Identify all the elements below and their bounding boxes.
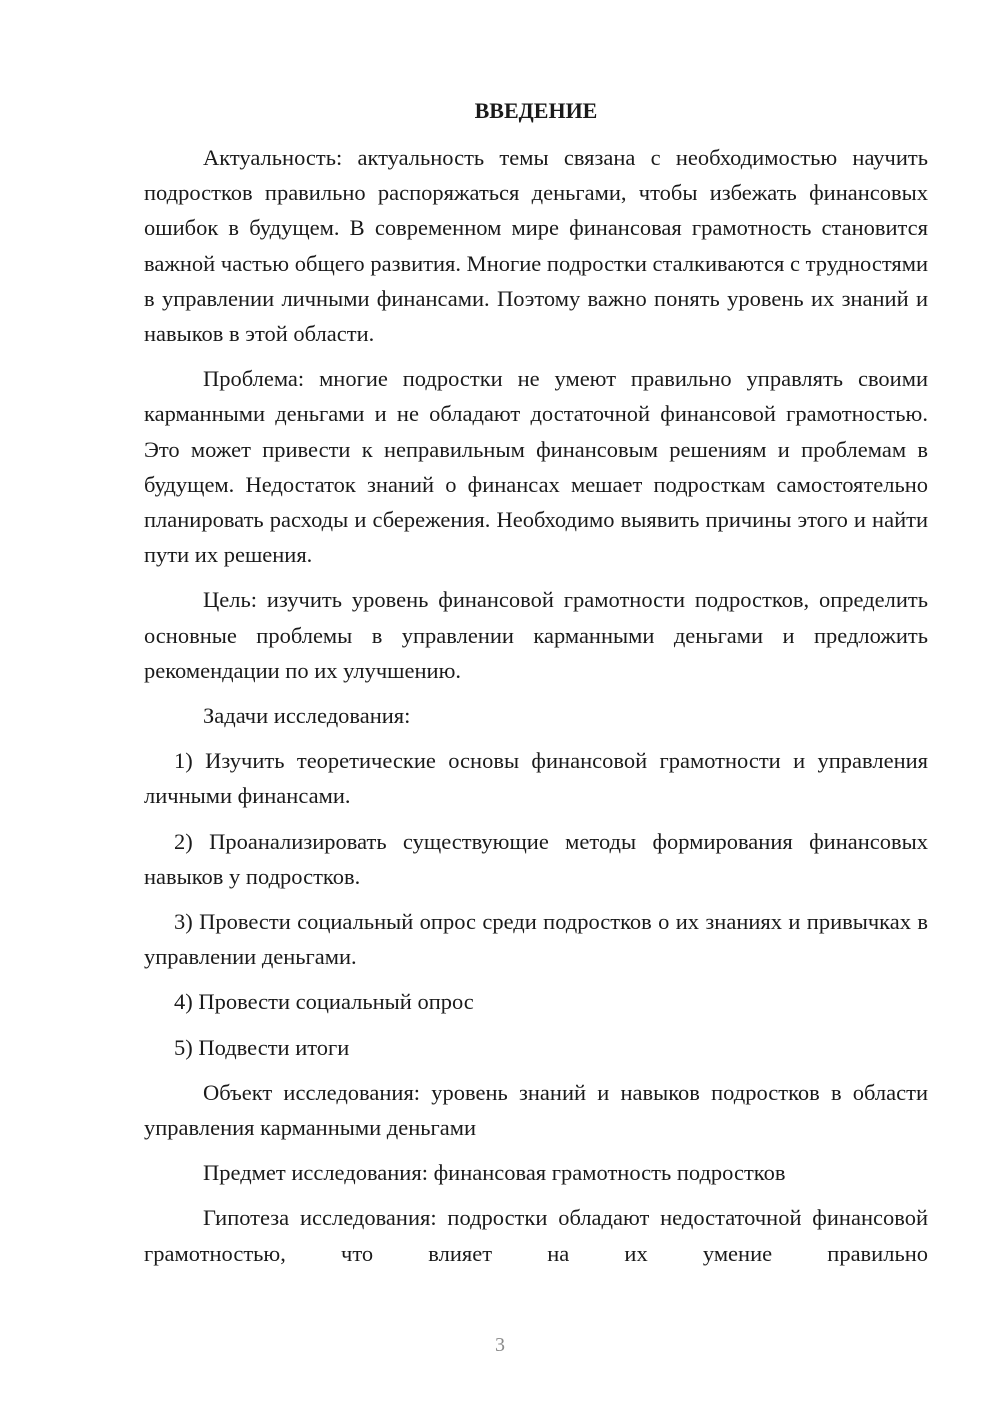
subject-paragraph: Предмет исследования: финансовая грамотность подростков <box>203 1160 786 1186</box>
goal-paragraph: Цель: изучить уровень финансовой грамотности подростков, определить основные проблемы в управлении карманными деньгами и предложить рекомендации по их улучшению. <box>144 587 928 683</box>
hypothesis-paragraph: Гипотеза исследования: подростки обладают недостаточной финансовой грамотностью, что влияет на их умение правильно <box>144 1205 928 1266</box>
list-item: 5) Подвести итоги <box>174 1034 350 1060</box>
tasks-heading: Задачи исследования: <box>203 703 411 729</box>
relevance-paragraph: Актуальность: актуальность темы связана с необходимостью научить подростков правильно распоряжаться деньгами, чтобы избежать финансовых ошибок в будущем. В современном мире финансовая грамотность становится важной частью общего развития. Многие подростки сталкиваются с трудностями в управлении личными финансами. Поэтому важно понять уровень их знаний и навыков в этой области. <box>144 145 928 347</box>
list-item: 2) Проанализировать существующие методы формирования финансовых навыков у подростков. <box>144 828 928 889</box>
list-item: 4) Провести социальный опрос <box>174 989 474 1015</box>
list-item: 3) Провести социальный опрос среди подростков о их знаниях и привычках в управлении деньгами. <box>144 909 928 970</box>
page-content <box>144 92 928 1281</box>
page-number: 3 <box>495 1334 505 1356</box>
object-paragraph: Объект исследования: уровень знаний и навыков подростков в области управления карманными деньгами <box>144 1079 928 1141</box>
section-title: ВВЕДЕНИЕ <box>474 98 598 123</box>
problem-paragraph: Проблема: многие подростки не умеют правильно управлять своими карманными деньгами и не обладают достаточной финансовой грамотностью. Это может привести к неправильным финансовым решениям и проблемам в будущем. Недостаток знаний о финансах мешает подросткам самостоятельно планировать расходы и сбережения. Необходимо выявить причины этого и найти пути их решения. <box>144 366 928 568</box>
list-item: 1) Изучить теоретические основы финансовой грамотности и управления личными финансами. <box>144 748 928 809</box>
